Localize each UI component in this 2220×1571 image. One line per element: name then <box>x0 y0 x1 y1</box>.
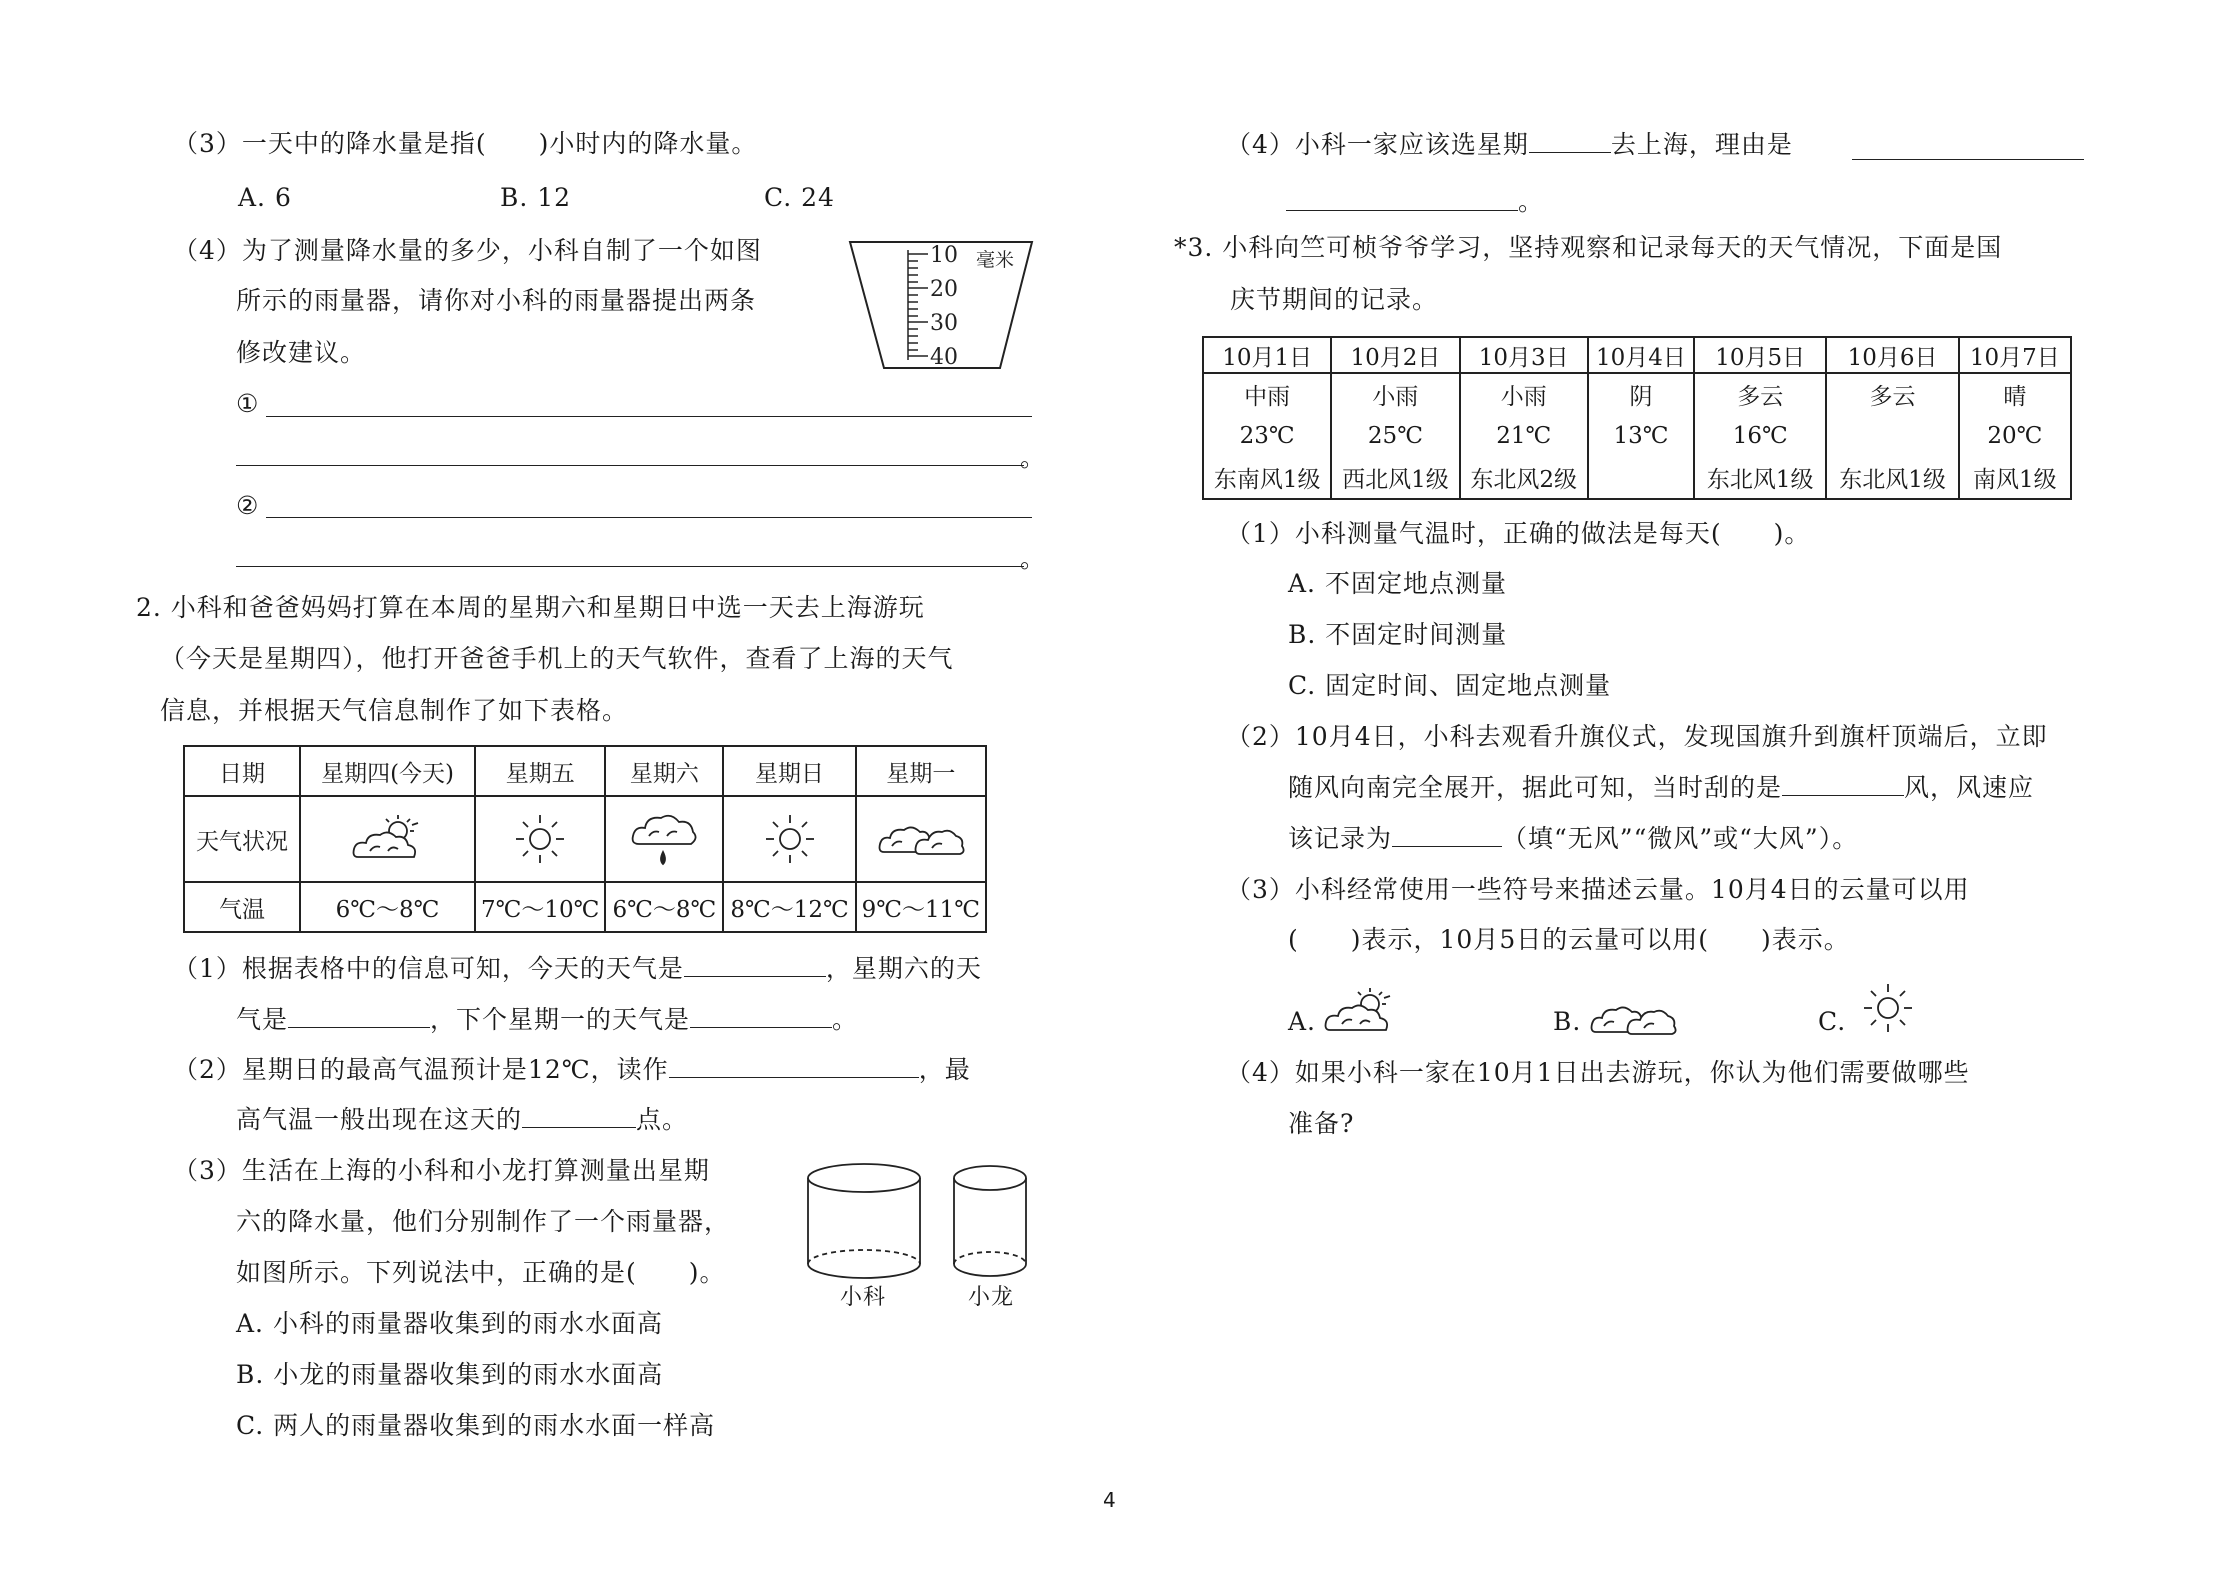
table-cell: 9℃～11℃ <box>856 882 986 932</box>
partly-cloudy-icon <box>1320 984 1402 1044</box>
table-row-winds <box>1203 457 2071 499</box>
rain-gauge-figure <box>848 238 1034 374</box>
table-cell: 气温 <box>184 882 300 932</box>
s1-text: ，下个星期一的天气是 <box>430 1005 691 1034</box>
table-cell: 10月6日 <box>1826 337 1958 373</box>
gauge-tick-label: 20 <box>930 277 958 302</box>
r-p2-line-3 <box>1288 820 1858 857</box>
table-cell: 10月5日 <box>1694 337 1826 373</box>
sunny-icon <box>1858 978 1918 1038</box>
s2-text: ，最 <box>918 1055 971 1084</box>
table-cell: 东南风1级 <box>1203 457 1331 499</box>
q2-line-3: 信息，并根据天气信息制作了如下表格。 <box>160 696 629 725</box>
table-header-row <box>184 746 986 796</box>
table-cell: 10月7日 <box>1959 337 2071 373</box>
table-cell: 小雨 <box>1460 373 1588 415</box>
r-p3-option-b-label: B. <box>1553 1007 1582 1036</box>
rain-gauge-cylinders-figure <box>804 1160 1044 1300</box>
table-cell: 10月4日 <box>1588 337 1694 373</box>
cylinder-label-xiaoke: 小科 <box>840 1285 887 1310</box>
sunny-icon <box>760 809 820 869</box>
table-cell: 星期五 <box>475 746 605 796</box>
s3-line-2: 六的降水量，他们分别制作了一个雨量器， <box>236 1207 731 1236</box>
fill-blank[interactable] <box>1782 769 1904 796</box>
r-p2-line-1: （2）10月4日，小科去观看升旗仪式，发现国旗升到旗杆顶端后，立即 <box>1226 722 2048 751</box>
s2-line-1 <box>173 1051 971 1088</box>
table-cell: 7℃～10℃ <box>475 882 605 932</box>
s1-text: ，星期六的天 <box>825 954 982 983</box>
table-cell: 星期一 <box>856 746 986 796</box>
r-p1-stem: （1）小科测量气温时，正确的做法是每天( )。 <box>1226 519 1811 548</box>
table-cell: 东北风2级 <box>1460 457 1588 499</box>
period-mark: 。 <box>1020 443 1047 472</box>
s2-text: 高气温一般出现在这天的 <box>236 1105 523 1134</box>
cylinder-top <box>808 1164 920 1192</box>
period-mark: 。 <box>1518 187 1545 216</box>
table-cell: 星期四(今天) <box>300 746 475 796</box>
r-p2-text: 随风向南完全展开，据此可知，当时刮的是 <box>1288 773 1783 802</box>
table-cell: 10月2日 <box>1331 337 1459 373</box>
r-p2-text: （填“无风”“微风”或“大风”）。 <box>1502 824 1859 853</box>
r-p1-option-b: B. 不固定时间测量 <box>1288 620 1508 649</box>
r-p3-line-1: （3）小科经常使用一些符号来描述云量。10月4日的云量可以用 <box>1226 875 1970 904</box>
table-cell <box>1588 457 1694 499</box>
r-p2-text: 风，风速应 <box>1904 773 2035 802</box>
table-cell: 南风1级 <box>1959 457 2071 499</box>
gauge-tick-label: 10 <box>930 243 958 268</box>
r-p1-option-c: C. 固定时间、固定地点测量 <box>1288 671 1612 700</box>
table-cell: 6℃～8℃ <box>300 882 475 932</box>
r-p4-line-1: （4）如果小科一家在10月1日出去游玩，你认为他们需要做哪些 <box>1226 1058 1970 1087</box>
page-number: 4 <box>1103 1488 1116 1512</box>
q3-option-a: A. 6 <box>238 183 292 212</box>
answer-line[interactable] <box>1852 159 2084 160</box>
table-cell <box>723 796 855 882</box>
table-cell: 中雨 <box>1203 373 1331 415</box>
suggestion-mark-2: ② <box>236 491 260 520</box>
table-cell: 星期日 <box>723 746 855 796</box>
q3-header-line-1: *3. 小科向竺可桢爷爷学习，坚持观察和记录每天的天气情况，下面是国 <box>1174 233 2003 262</box>
answer-line[interactable] <box>1286 210 1518 211</box>
q3-header-line-2: 庆节期间的记录。 <box>1230 285 1439 314</box>
fill-blank[interactable] <box>522 1101 636 1128</box>
s3-option-a: A. 小科的雨量器收集到的雨水水面高 <box>236 1309 663 1338</box>
table-cell: 东北风1级 <box>1826 457 1958 499</box>
s1-text: 。 <box>832 1005 859 1034</box>
table-cell: 10月1日 <box>1203 337 1331 373</box>
answer-line[interactable] <box>236 566 1024 567</box>
table-row-temp <box>184 882 986 932</box>
weather-forecast-table <box>183 745 987 933</box>
table-row-temps <box>1203 415 2071 457</box>
r-p2-line-2 <box>1288 769 2034 806</box>
fill-blank[interactable] <box>1529 126 1611 153</box>
table-cell: 10月3日 <box>1460 337 1588 373</box>
s2-text: （2）星期日的最高气温预计是12℃，读作 <box>173 1055 669 1084</box>
gauge-tick-label: 40 <box>930 345 958 370</box>
answer-line[interactable] <box>266 416 1032 417</box>
cloudy-icon <box>1588 994 1678 1044</box>
table-cell: 23℃ <box>1203 415 1331 457</box>
partly-cloudy-icon <box>348 811 428 867</box>
s1-line-1 <box>173 950 982 987</box>
table-cell: 6℃～8℃ <box>605 882 723 932</box>
suggestion-mark-1: ① <box>236 389 260 418</box>
q4-line-1: （4）为了测量降水量的多少，小科自制了一个如图 <box>173 236 762 265</box>
r-p3-option-a-label: A. <box>1288 1007 1317 1036</box>
s2-line-2 <box>236 1101 688 1138</box>
s3-line-3: 如图所示。下列说法中，正确的是( )。 <box>236 1258 726 1287</box>
gauge-tick-label: 30 <box>930 311 958 336</box>
answer-line[interactable] <box>266 517 1032 518</box>
fill-blank[interactable] <box>669 1051 919 1078</box>
q3-stem: （3）一天中的降水量是指( )小时内的降水量。 <box>173 129 758 158</box>
table-cell: 西北风1级 <box>1331 457 1459 499</box>
table-cell <box>300 796 475 882</box>
table-cell: 日期 <box>184 746 300 796</box>
fill-blank[interactable] <box>684 950 826 977</box>
table-row-weather <box>1203 373 2071 415</box>
period-mark: 。 <box>1020 544 1047 573</box>
r-p1-option-a: A. 不固定地点测量 <box>1288 569 1507 598</box>
cylinder-top <box>954 1166 1026 1190</box>
cloudy-icon <box>876 814 966 864</box>
gauge-scale <box>908 250 928 360</box>
answer-line[interactable] <box>236 465 1024 466</box>
s3-option-c: C. 两人的雨量器收集到的雨水水面一样高 <box>236 1411 716 1440</box>
s1-line-2 <box>236 1001 858 1038</box>
table-cell: 21℃ <box>1460 415 1588 457</box>
fill-blank[interactable] <box>288 1001 430 1028</box>
table-cell: 16℃ <box>1694 415 1826 457</box>
q4-line-2: 所示的雨量器，请你对小科的雨量器提出两条 <box>236 286 757 315</box>
table-cell: 20℃ <box>1959 415 2071 457</box>
s3-option-b: B. 小龙的雨量器收集到的雨水水面高 <box>236 1360 664 1389</box>
r-p3-option-c-label: C. <box>1818 1007 1847 1036</box>
s2-text: 点。 <box>636 1105 689 1134</box>
table-cell: 小雨 <box>1331 373 1459 415</box>
table-row-dates <box>1203 337 2071 373</box>
table-cell <box>475 796 605 882</box>
table-cell: 8℃～12℃ <box>723 882 855 932</box>
table-cell: 多云 <box>1826 373 1958 415</box>
q4-line-3: 修改建议。 <box>236 338 367 367</box>
s1-text: （1）根据表格中的信息可知，今天的天气是 <box>173 954 684 983</box>
r-p4-line-2: 准备? <box>1288 1109 1355 1138</box>
fill-blank[interactable] <box>690 1001 832 1028</box>
table-cell: 13℃ <box>1588 415 1694 457</box>
table-cell: 东北风1级 <box>1694 457 1826 499</box>
r-p2-text: 该记录为 <box>1288 824 1393 853</box>
r-q4-text: 去上海，理由是 <box>1610 130 1793 159</box>
table-cell: 多云 <box>1694 373 1826 415</box>
fill-blank[interactable] <box>1392 820 1502 847</box>
rain-icon <box>629 806 699 872</box>
r-q4-line-1 <box>1226 126 1793 163</box>
s1-text: 气是 <box>236 1005 289 1034</box>
q3-option-b: B. 12 <box>500 183 572 212</box>
table-cell: 晴 <box>1959 373 2071 415</box>
table-cell: 天气状况 <box>184 796 300 882</box>
cylinder-label-xiaolong: 小龙 <box>968 1285 1015 1310</box>
table-cell <box>605 796 723 882</box>
r-q4-text: （4）小科一家应该选星期 <box>1226 130 1529 159</box>
table-cell: 阴 <box>1588 373 1694 415</box>
s3-line-1: （3）生活在上海的小科和小龙打算测量出星期 <box>173 1156 710 1185</box>
sunny-icon <box>510 809 570 869</box>
table-row-weather <box>184 796 986 882</box>
table-cell: 星期六 <box>605 746 723 796</box>
gauge-unit: 毫米 <box>976 249 1015 271</box>
q2-line-1: 2. 小科和爸爸妈妈打算在本周的星期六和星期日中选一天去上海游玩 <box>136 593 925 622</box>
r-p3-line-2: ( )表示，10月5日的云量可以用( )表示。 <box>1288 925 1850 954</box>
table-cell <box>1826 415 1958 457</box>
q3-option-c: C. 24 <box>764 183 835 212</box>
q2-line-2: （今天是星期四），他打开爸爸手机上的天气软件，查看了上海的天气 <box>160 644 954 673</box>
table-cell <box>856 796 986 882</box>
table-cell: 25℃ <box>1331 415 1459 457</box>
national-day-weather-table <box>1202 336 2072 500</box>
